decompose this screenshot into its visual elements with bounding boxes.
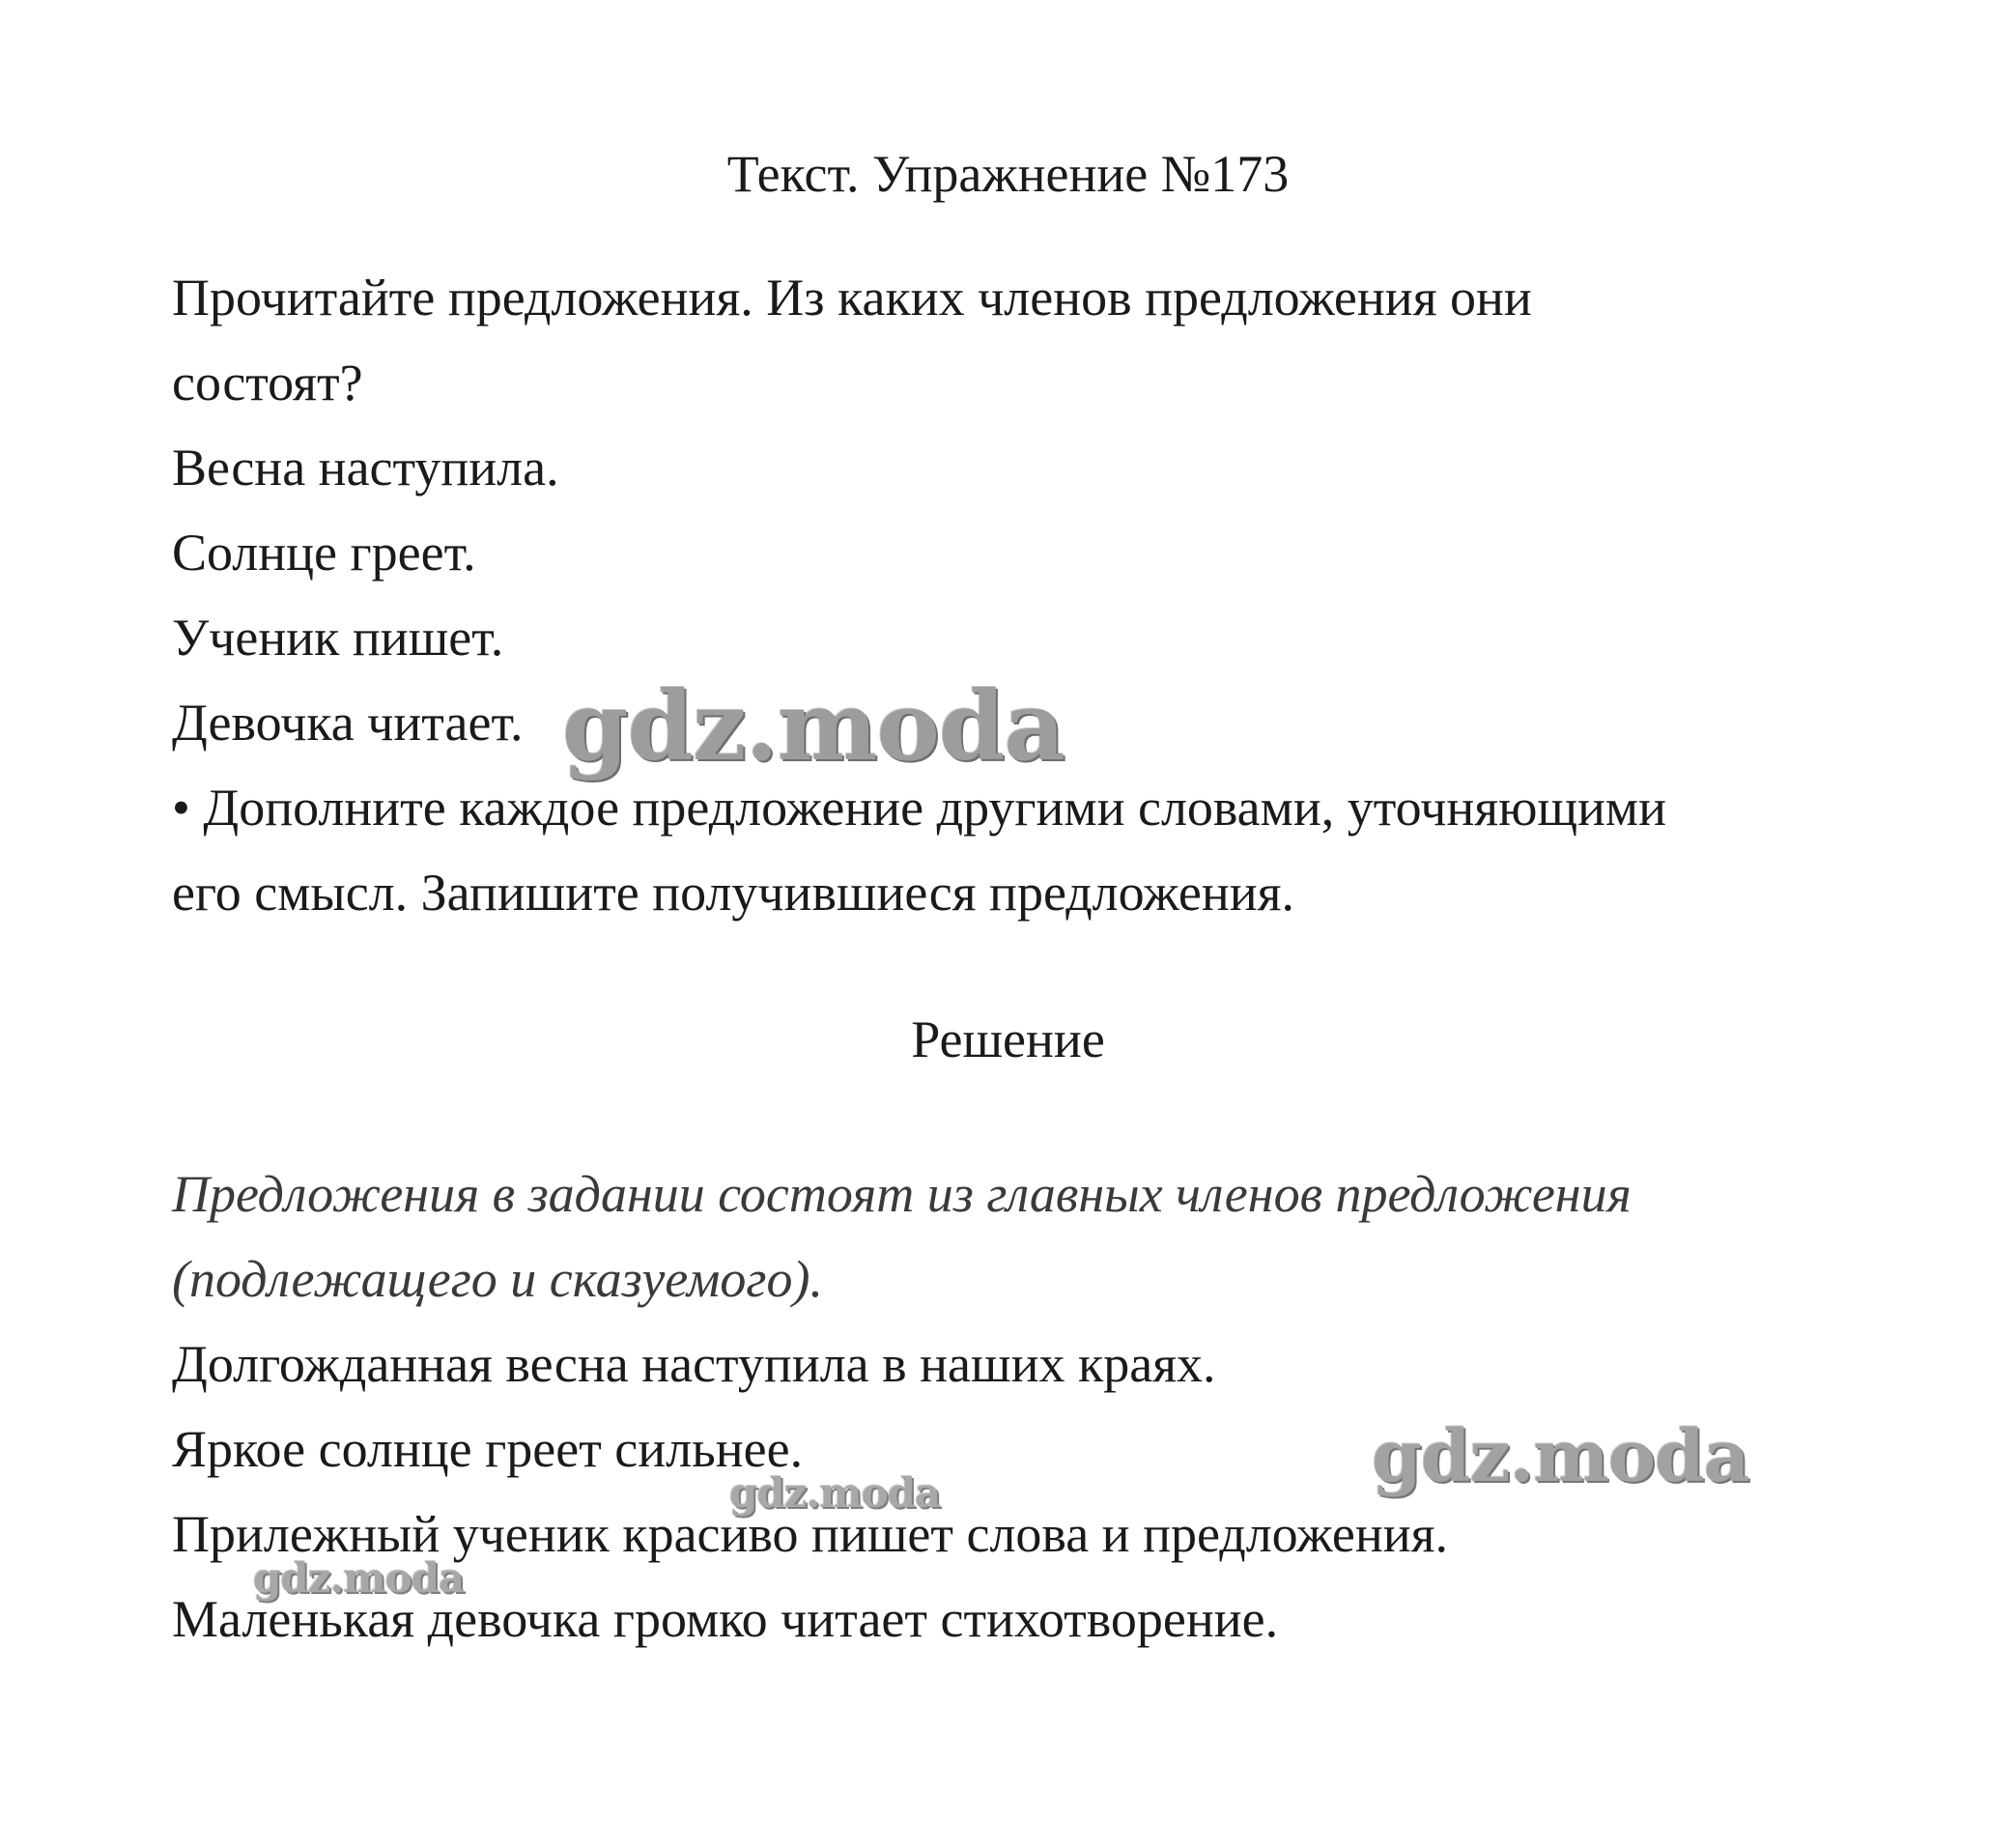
watermark: gdz.moda xyxy=(253,1554,465,1602)
solution-note-line: (подлежащего и сказуемого). xyxy=(172,1250,823,1308)
sentence-line: Весна наступила. xyxy=(172,439,559,497)
solution-note-line: Предложения в задании состоят из главных членов предложения xyxy=(172,1165,1632,1223)
solution-heading: Решение xyxy=(911,1010,1105,1068)
sentence-line: Девочка читает. xyxy=(172,694,524,752)
task-line: состоят? xyxy=(172,354,363,412)
task-line: Прочитайте предложения. Из каких членов предложения они xyxy=(172,269,1532,327)
answer-line: Долгожданная весна наступила в наших краях. xyxy=(172,1335,1216,1393)
exercise-title: Текст. Упражнение №173 xyxy=(726,145,1290,203)
task-line: его смысл. Запишите получившиеся предложения. xyxy=(172,864,1294,922)
sentence-line: Ученик пишет. xyxy=(172,609,504,667)
answer-line: Маленькая девочка громко читает стихотворение. xyxy=(172,1590,1279,1648)
watermark: gdz.moda xyxy=(562,671,1065,782)
watermark: gdz.moda xyxy=(729,1469,941,1517)
task-line: • Дополните каждое предложение другими словами, уточняющими xyxy=(172,779,1666,837)
sentence-line: Солнце греет. xyxy=(172,524,476,582)
answer-line: Яркое солнце греет сильнее. xyxy=(172,1420,804,1478)
watermark: gdz.moda xyxy=(1372,1415,1749,1498)
answer-line: Прилежный ученик красиво пишет слова и предложения. xyxy=(172,1505,1448,1563)
